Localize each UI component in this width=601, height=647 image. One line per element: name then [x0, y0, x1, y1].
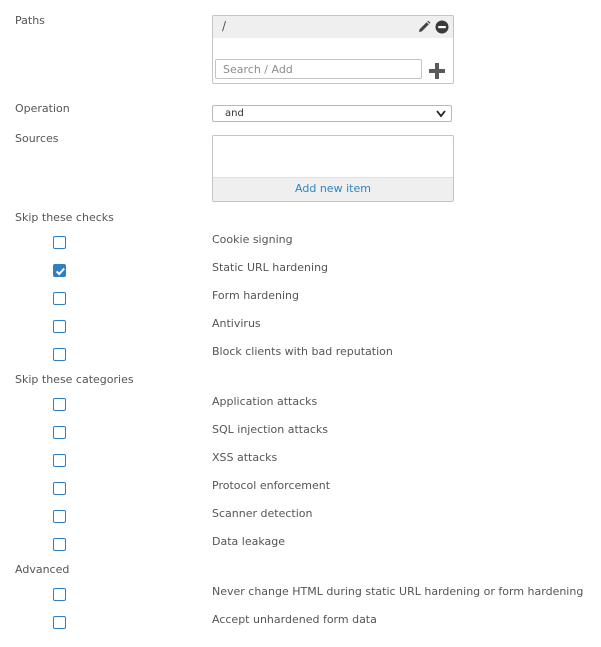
chevron-down-icon [436, 109, 446, 118]
checkbox-label: SQL injection attacks [212, 423, 328, 436]
checkbox-data-leakage[interactable] [53, 538, 66, 551]
advanced-heading: Advanced [15, 563, 70, 576]
skip-checks-heading: Skip these checks [15, 211, 114, 224]
checkbox-label: Application attacks [212, 395, 318, 408]
sources-list [212, 135, 454, 202]
checkbox-antivirus[interactable] [53, 320, 66, 333]
checkbox-label: Static URL hardening [212, 261, 329, 274]
sources-label: Sources [15, 132, 59, 145]
checkbox-static-url-hardening[interactable] [53, 264, 66, 277]
path-search-input[interactable] [215, 59, 422, 79]
skip-categories-heading: Skip these categories [15, 373, 134, 386]
checkbox-form-hardening[interactable] [53, 292, 66, 305]
checkbox-label: Accept unhardened form data [212, 613, 377, 626]
checkbox-label: Scanner detection [212, 507, 313, 520]
checkbox-protocol-enforcement[interactable] [53, 482, 66, 495]
path-item-value: / [222, 19, 227, 33]
checkbox-never-change-html[interactable] [53, 588, 66, 601]
pencil-icon[interactable] [417, 20, 431, 34]
add-new-item-button[interactable]: Add new item [213, 177, 453, 201]
checkbox-cookie-signing[interactable] [53, 236, 66, 249]
checkbox-application-attacks[interactable] [53, 398, 66, 411]
operation-select[interactable] [212, 105, 452, 122]
checkmark-icon [54, 265, 67, 278]
checkbox-scanner-detection[interactable] [53, 510, 66, 523]
checkbox-block-bad-reputation[interactable] [53, 348, 66, 361]
checkbox-label: Data leakage [212, 535, 285, 548]
paths-list [212, 15, 454, 84]
plus-icon[interactable] [429, 63, 445, 79]
checkbox-label: Block clients with bad reputation [212, 345, 393, 358]
path-item[interactable] [213, 16, 453, 38]
operation-selected-value: and [225, 108, 244, 119]
checkbox-xss-attacks[interactable] [53, 454, 66, 467]
checkbox-label: Antivirus [212, 317, 261, 330]
checkbox-label: Cookie signing [212, 233, 293, 246]
checkbox-label: Protocol enforcement [212, 479, 331, 492]
paths-label: Paths [15, 14, 45, 27]
checkbox-accept-unhardened-form-data[interactable] [53, 616, 66, 629]
checkbox-sql-injection-attacks[interactable] [53, 426, 66, 439]
minus-circle-icon[interactable] [435, 20, 449, 34]
operation-label: Operation [15, 102, 70, 115]
checkbox-label: Never change HTML during static URL hardening or form hardening [212, 585, 584, 598]
checkbox-label: Form hardening [212, 289, 299, 302]
checkbox-label: XSS attacks [212, 451, 278, 464]
